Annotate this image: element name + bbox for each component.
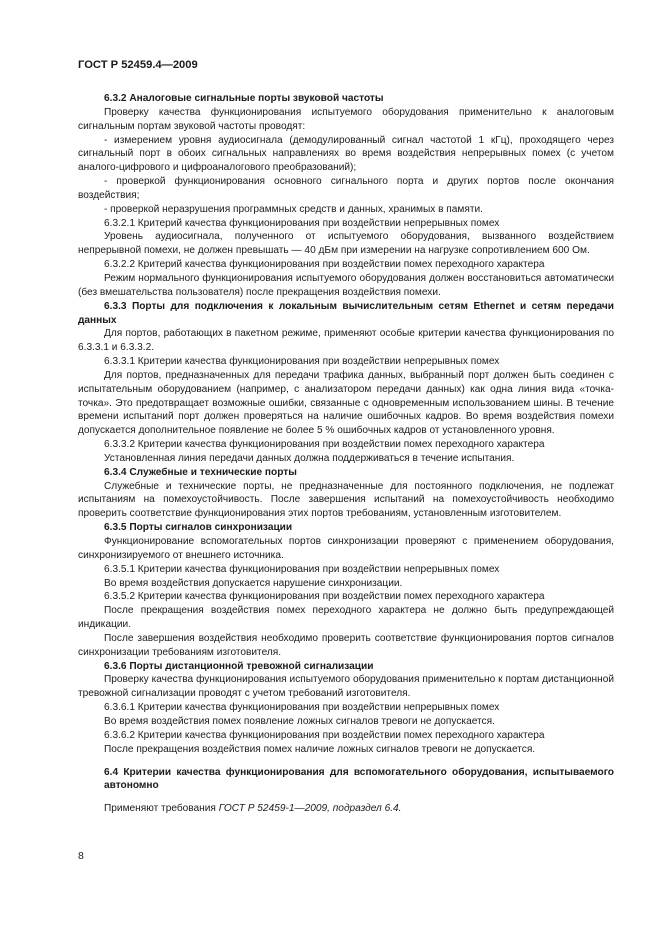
paragraph: Установленная линия передачи данных должна поддерживаться в течение испытания. [104, 452, 515, 464]
paragraph: После завершения воздействия необходимо проверить соответствие функционирования портов сигналов синхронизации требованиям изготовителя. [78, 632, 614, 658]
paragraph: Проверку качества функционирования испытуемого оборудования применительно к аналоговым сигнальным портам звуковой частоты проводят: [78, 106, 614, 132]
paragraph: Режим нормального функционирования испытуемого оборудования должен восстановиться автоматически (без вмешательства пользователя) после прекращения воздействия помехи. [78, 272, 614, 298]
section-6-4-title: 6.4 Критерии качества функционирования для вспомогательного оборудования, испытываемого автономно [104, 766, 614, 792]
paragraph: После прекращения воздействия помех наличие ложных сигналов тревоги не допускается. [104, 743, 536, 755]
paragraph: 6.3.6.1 Критерии качества функционирования при воздействии непрерывных помех [104, 702, 500, 714]
paragraph: Для портов, работающих в пакетном режиме, применяют особые критерии качества функционирования по 6.3.3.1 и 6.3.3.2. [78, 328, 614, 354]
section-heading: 6.3.6 Порты дистанционной тревожной сигнализации [104, 660, 374, 672]
paragraph: 6.3.5.1 Критерии качества функционирования при воздействии непрерывных помех [104, 563, 500, 575]
section-heading: 6.3.4 Служебные и технические порты [104, 466, 297, 478]
document-header: ГОСТ Р 52459.4—2009 [78, 59, 198, 71]
paragraph: 6.3.5.2 Критерии качества функционирования при воздействии помех переходного характера [104, 591, 545, 603]
paragraph: Служебные и технические порты, не предназначенные для постоянного подключения, не подлежат испытаниям на помехоустойчивость. После завершения испытаний на помехоустойчивость необходимо проверить соответствие функционирования этих портов требованиям, установленным изготовителем. [78, 480, 614, 520]
paragraph: 6.3.3.2 Критерии качества функционирования при воздействии помех переходного характера [104, 439, 545, 451]
section-heading: 6.3.3 Порты для подключения к локальным вычислительным сетям Ethernet и сетям передачи данных [78, 300, 614, 326]
paragraph: - проверкой функционирования основного сигнального порта и других портов после окончания воздействия; [78, 176, 614, 201]
paragraph: 6.3.2.2 Критерий качества функционирования при воздействии помех переходного характера [104, 259, 545, 271]
page-number: 8 [78, 850, 84, 862]
paragraph: 6.3.3.1 Критерии качества функционирования при воздействии непрерывных помех [104, 356, 500, 368]
section-heading: 6.3.2 Аналоговые сигнальные порты звуковой частоты [104, 93, 384, 104]
section-heading: 6.3.5 Порты сигналов синхронизации [104, 522, 293, 534]
paragraph: Уровень аудиосигнала, полученного от испытуемого оборудования, вызванного воздействием непрерывной помехи, не должен превышать — 40 дБм при измерении на нагрузке сопротивлением 600 Ом. [78, 231, 614, 257]
paragraph: 6.3.2.1 Критерий качества функционирования при воздействии непрерывных помех [104, 217, 500, 229]
paragraph: Проверку качества функционирования испытуемого оборудования применительно к портам дистанционной тревожной сигнализации проводят с учетом требований изготовителя. [78, 674, 614, 700]
paragraph: Функционирование вспомогательных портов синхронизации проверяют с применением оборудования, синхронизируемого от внешнего источника. [78, 536, 614, 561]
section-6-4-reference: ГОСТ Р 52459-1—2009, подраздел 6.4. [218, 803, 402, 815]
paragraph: - измерением уровня аудиосигнала (демодулированный сигнал частотой 1 кГц), проходящего через сигнальный порт в обоих сигнальных направлениях во время воздействия непрерывных помех (с учетом аналого-цифрового и цифроаналогового преобразований); [78, 134, 614, 174]
paragraph-list [78, 92, 614, 757]
paragraph: Для портов, предназначенных для передачи трафика данных, выбранный порт должен быть соединен с испытательным оборудованием (например, с анализатором передачи данных) как одна линия вида «точка-точка». Это предотвращает возможные ошибки, связанные с одновременным использованием шины. В течение времени испытаний порт должен проверяться на наличие ошибочных кадров. Во время воздействия помехи допускается дополнительное появление не более 5 % ошибочных кадров от установленного уровня. [78, 369, 614, 437]
paragraph: Во время воздействия допускается нарушение синхронизации. [104, 577, 403, 589]
paragraph: После прекращения воздействия помех переходного характера не должно быть предупреждающей индикации. [78, 605, 614, 631]
paragraph: 6.3.6.2 Критерии качества функционирования при воздействии помех переходного характера [104, 729, 545, 741]
section-6-4-text [78, 802, 614, 816]
paragraph: Во время воздействия помех появление ложных сигналов тревоги не допускается. [104, 715, 495, 727]
document-body [78, 92, 614, 816]
section-6-4-text-prefix: Применяют требования [104, 803, 219, 815]
paragraph: - проверкой неразрушения программных средств и данных, хранимых в памяти. [104, 203, 483, 215]
